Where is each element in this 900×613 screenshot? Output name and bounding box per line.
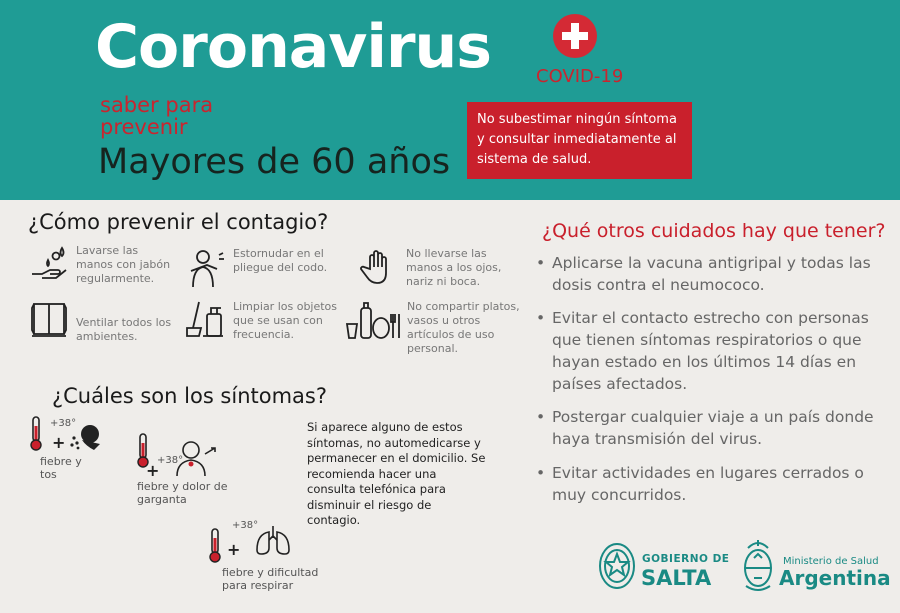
prevention-text: Limpiar los objetos que se usan con frecuencia. xyxy=(233,300,338,341)
symptom-label: fiebre y dificultad para respirar xyxy=(222,566,319,592)
prevention-item-ventilate xyxy=(28,300,178,344)
header-banner xyxy=(0,0,900,200)
hand-stop-icon xyxy=(358,247,400,289)
plus-sign: + xyxy=(227,540,241,559)
page-title: Coronavirus xyxy=(95,12,491,82)
sneeze-elbow-icon xyxy=(185,247,227,289)
care-heading: ¿Qué otros cuidados hay que tener? xyxy=(542,220,886,242)
dishes-icon xyxy=(345,300,401,342)
prevention-text: No llevarse las manos a los ojos, nariz ni boca. xyxy=(406,247,502,288)
subtitle xyxy=(100,94,300,138)
symptoms-heading: ¿Cuáles son los síntomas? xyxy=(52,384,328,408)
prevention-item-wash xyxy=(28,244,178,286)
plus-sign: + xyxy=(52,433,66,452)
cleaning-icon xyxy=(185,300,227,342)
lungs-icon xyxy=(255,524,291,560)
alert-box: No subestimar ningún síntoma y consultar inmediatamente al sistema de salud. xyxy=(467,102,692,179)
care-bullet: • Postergar cualquier viaje a un país donde haya transmisión del virus. xyxy=(536,406,876,450)
care-bullet: • Evitar actividades en lugares cerrados o muy concurridos. xyxy=(536,462,876,506)
temperature-label: +38° xyxy=(50,418,77,429)
medical-cross-icon xyxy=(553,14,597,58)
prevention-item-face xyxy=(358,247,518,289)
argentina-emblem-icon xyxy=(740,538,776,598)
cough-icon xyxy=(68,420,102,456)
ministry-logo-line2: Argentina xyxy=(779,566,891,590)
temperature-label: +38° xyxy=(157,455,184,466)
audience-title: Mayores de 60 años xyxy=(98,142,451,182)
prevention-item-dishes xyxy=(345,300,520,356)
thermometer-icon xyxy=(28,416,44,456)
care-bullet: • Aplicarse la vacuna antigripal y todas las dosis contra el neumococo. xyxy=(536,252,876,296)
temperature-label: +38° xyxy=(232,520,259,531)
symptom-label: fiebre y tos xyxy=(40,455,82,481)
symptom-label: fiebre y dolor de garganta xyxy=(137,480,228,506)
prevention-text: Estornudar en el pliegue del codo. xyxy=(233,247,328,274)
prevention-text: Lavarse las manos con jabón regularmente. xyxy=(76,244,171,285)
subtitle-line-1: saber para xyxy=(100,93,214,117)
window-icon xyxy=(28,300,70,342)
salta-logo-line2: SALTA xyxy=(641,566,712,590)
thermometer-icon xyxy=(207,528,223,568)
hand-washing-icon xyxy=(28,244,70,286)
care-bullet: • Evitar el contacto estrecho con personas que tienen síntomas respiratorios o que hayan estado en los últimos 14 días en países afectados. xyxy=(536,307,876,395)
prevention-text: No compartir platos, vasos u otros artículos de uso personal. xyxy=(407,300,520,355)
prevention-item-sneeze xyxy=(185,247,335,289)
salta-logo-line1: GOBIERNO DE xyxy=(642,553,730,565)
symptoms-advice: Si aparece alguno de estos síntomas, no automedicarse y permanecer en el domicilio. Se recomienda hacer una consulta telefónica para disminuir el riesgo de contagio. xyxy=(307,420,486,527)
prevention-text: Ventilar todos los ambientes. xyxy=(76,316,172,343)
subtitle-line-2: prevenir xyxy=(100,115,188,139)
prevention-item-clean xyxy=(185,300,345,342)
plus-sign: + xyxy=(146,461,160,480)
covid-badge: COVID-19 xyxy=(536,66,624,87)
sore-throat-icon xyxy=(173,440,219,482)
prevention-heading: ¿Cómo prevenir el contagio? xyxy=(28,210,329,234)
ministry-logo-line1: Ministerio de Salud xyxy=(783,556,879,567)
salta-emblem-icon xyxy=(597,540,637,596)
